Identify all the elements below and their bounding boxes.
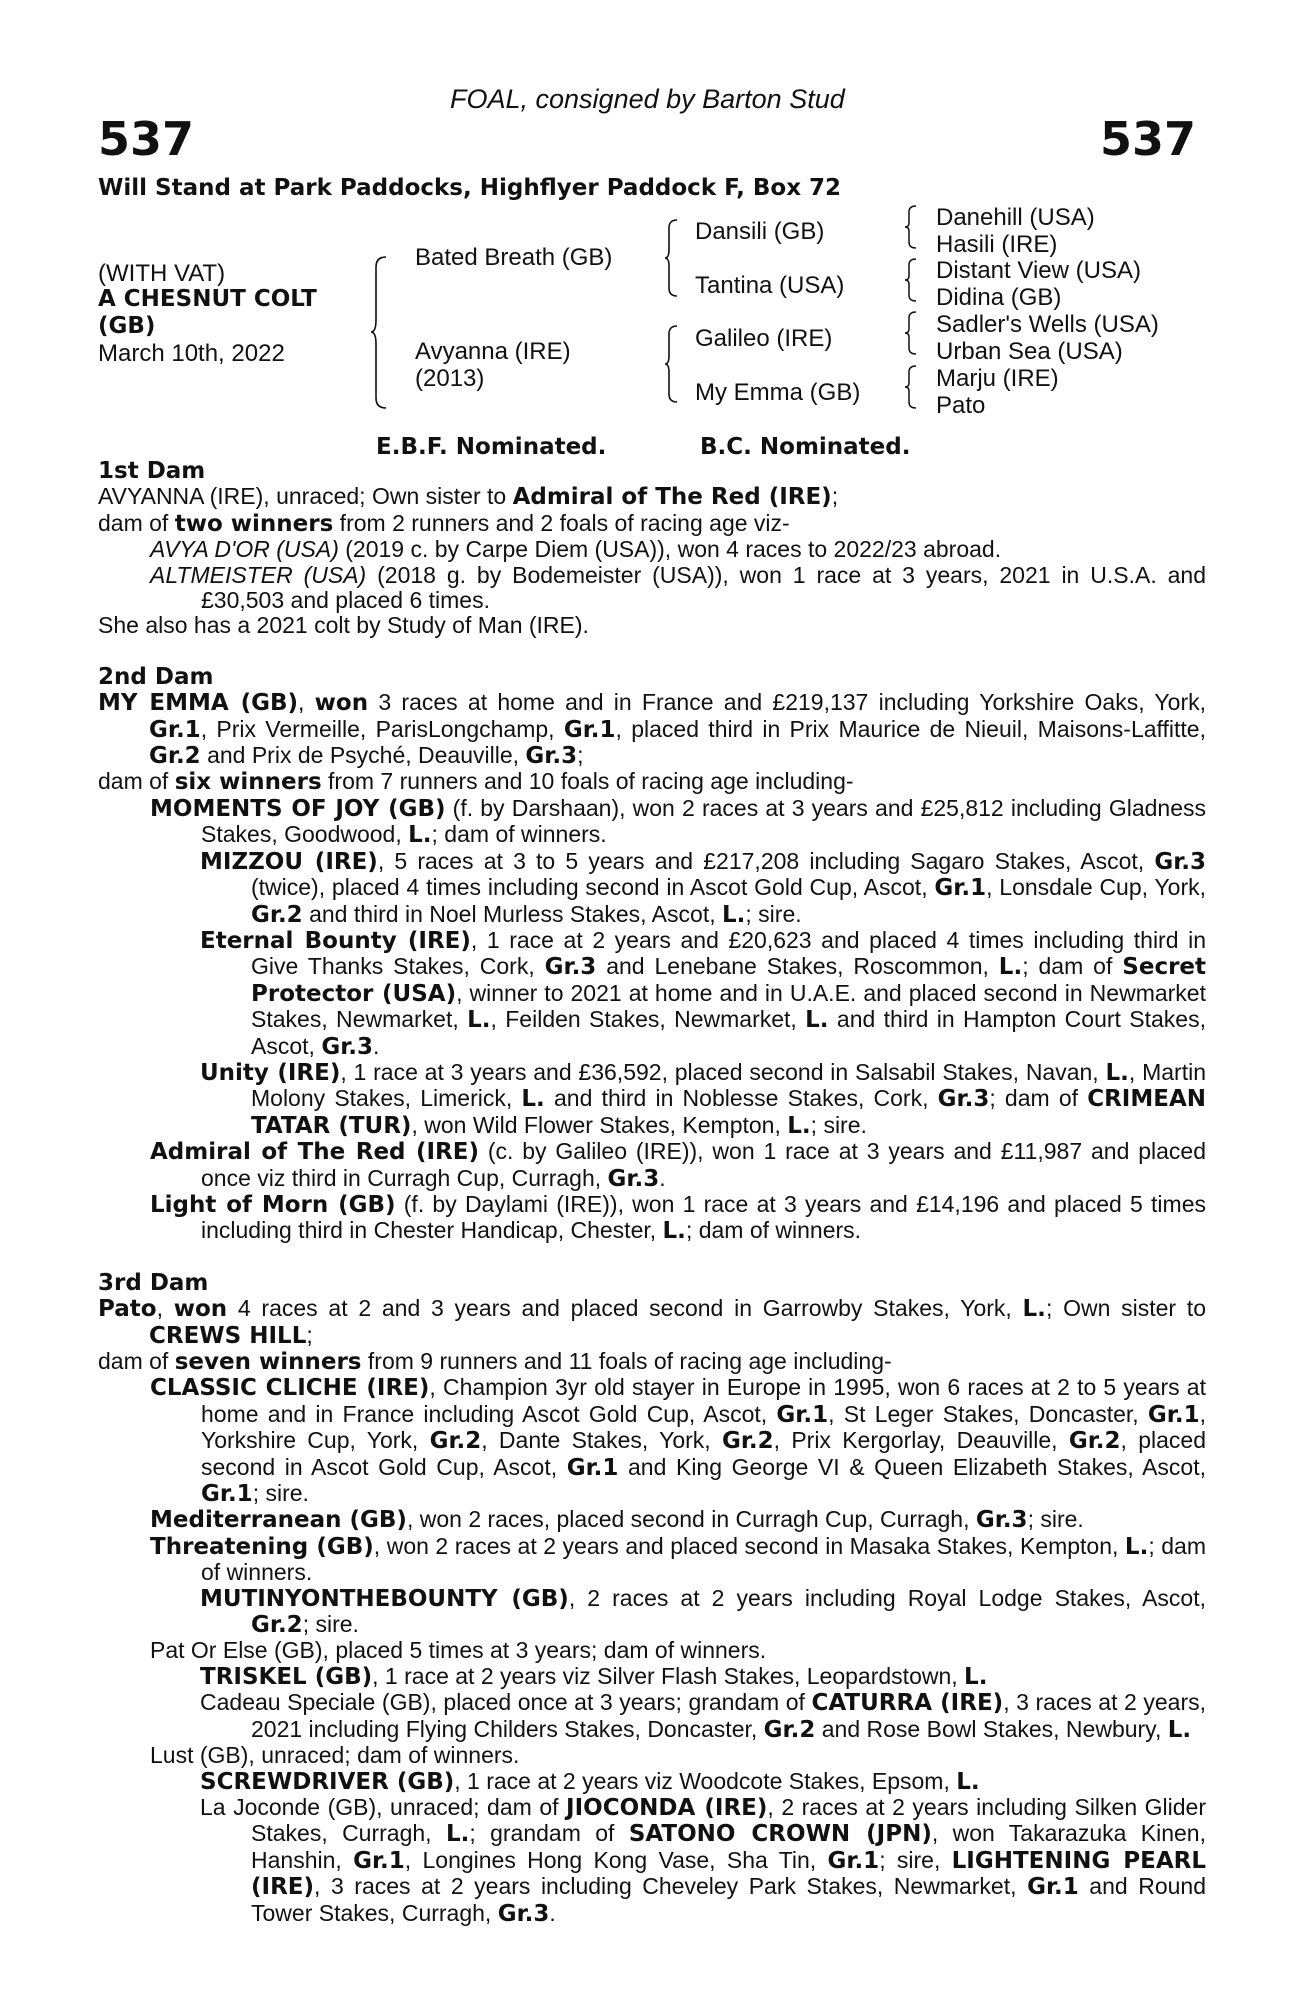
pedigree-brace-dd xyxy=(904,364,918,410)
pedigree-sdd: Didina (GB) xyxy=(936,284,1062,311)
text-run: ; dam of xyxy=(989,1085,1088,1112)
bold-run: Gr.3 xyxy=(975,1507,1028,1534)
text-run: , xyxy=(156,1295,174,1322)
bold-run: JIOCONDA (IRE) xyxy=(566,1794,768,1821)
horse-origin: (GB) xyxy=(98,313,156,339)
dam-section-heading xyxy=(98,1270,1206,1296)
bold-run: Gr.1 xyxy=(201,1481,253,1508)
bold-run: Gr.2 xyxy=(149,743,201,770)
text-run: ; xyxy=(831,483,839,510)
text-run: from 7 runners and 10 foals of racing age including- xyxy=(321,768,854,795)
heading-text: 2nd Dam xyxy=(98,663,214,690)
bold-run: won xyxy=(173,1296,228,1323)
text-run: , 3 races at 2 years, 2021 including Flying Childers Stakes, Doncaster, xyxy=(251,1689,1206,1742)
bold-run: L. xyxy=(998,954,1023,981)
text-run: AVYANNA (IRE), unraced; Own sister to xyxy=(98,483,513,510)
record-paragraph xyxy=(98,613,1206,638)
bold-run: CATURRA (IRE) xyxy=(811,1690,1004,1717)
text-run: She also has a 2021 colt by Study of Man (IRE). xyxy=(98,612,589,639)
pedigree-ddd: Pato xyxy=(936,392,986,419)
bold-run: L. xyxy=(662,1218,686,1245)
bold-run: Secret Protector (USA) xyxy=(251,954,1207,1007)
pedigree-ssd: Hasili (IRE) xyxy=(936,231,1058,258)
text-run: , Feilden Stakes, Newmarket, xyxy=(490,1006,806,1033)
text-run: 4 races at 2 and 3 years and placed second in Garrowby Stakes, York, xyxy=(227,1295,1023,1322)
text-run: . xyxy=(549,1899,556,1926)
text-run: , won 2 races at 2 years and placed second in Masaka Stakes, Kempton, xyxy=(373,1532,1125,1559)
bold-run: Light of Morn (GB) xyxy=(150,1191,396,1218)
bold-run: Gr.1 xyxy=(563,716,616,743)
text-run: dam of xyxy=(98,509,175,536)
text-run: ; dam of winners. xyxy=(685,1217,862,1244)
bold-run: L. xyxy=(964,1663,988,1690)
text-run: Cadeau Speciale (GB), placed once at 3 years; grandam of xyxy=(200,1689,812,1716)
bold-run: Gr.1 xyxy=(776,1401,829,1428)
record-paragraph xyxy=(98,1507,1206,1533)
text-run: 3 races at home and in France and £219,137 including Yorkshire Oaks, York, xyxy=(368,689,1206,716)
bold-run: seven winners xyxy=(174,1349,362,1375)
record-paragraph xyxy=(98,1795,1206,1927)
vat-note: (WITH VAT) xyxy=(98,260,226,287)
text-run: , 1 race at 2 years and £20,623 and placed 4 times including third in Give Thanks Stakes, Cork, xyxy=(251,926,1206,980)
record-paragraph xyxy=(98,796,1206,849)
bold-run: L. xyxy=(408,822,432,849)
bold-run: Eternal Bounty (IRE) xyxy=(200,927,471,954)
pedigree-brace-dam xyxy=(664,324,680,404)
bold-run: L. xyxy=(1124,1533,1149,1560)
bold-run: Gr.2 xyxy=(721,1428,774,1455)
text-run: ; xyxy=(306,1321,313,1348)
pedigree-dam: Avyanna (IRE) xyxy=(415,338,571,365)
pedigree-brace-ss xyxy=(904,204,918,250)
bold-run: Mediterranean (GB) xyxy=(150,1507,407,1534)
text-run: (2018 g. by Bodemeister (USA)), won 1 race at 3 years, 2021 in U.S.A. and £30,503 and placed 6 times. xyxy=(201,561,1206,614)
text-run: and Round Tower Stakes, Curragh, xyxy=(251,1873,1206,1926)
text-run: , won Wild Flower Stakes, Kempton, xyxy=(411,1111,788,1138)
bold-run: Gr.3 xyxy=(937,1086,990,1113)
bold-run: L. xyxy=(1167,1716,1192,1743)
text-run: , 2 races at 2 years including Silken Glider Stakes, Curragh, xyxy=(251,1793,1206,1847)
bold-run: Gr.3 xyxy=(497,1900,550,1927)
record-paragraph xyxy=(98,1060,1206,1139)
bold-run: Gr.3 xyxy=(525,743,578,770)
text-run: and third in Hampton Court Stakes, Ascot, xyxy=(251,1006,1206,1059)
record-paragraph xyxy=(98,1534,1206,1586)
bold-run: Unity (IRE) xyxy=(200,1059,341,1086)
pedigree-brace-ds xyxy=(904,310,918,356)
bold-run: Gr.2 xyxy=(251,901,303,928)
bold-run: Gr.3 xyxy=(321,1033,373,1060)
text-run: and Lenebane Stakes, Roscommon, xyxy=(596,953,999,980)
record-paragraph xyxy=(98,484,1206,510)
pedigree-dam-year: (2013) xyxy=(415,365,485,392)
text-run: , xyxy=(298,689,315,716)
bold-run: Gr.2 xyxy=(763,1716,816,1743)
text-run: , placed third in Prix Maurice de Nieuil, Maisons-Laffitte, xyxy=(615,715,1206,742)
text-run: ; xyxy=(577,742,584,769)
text-run: , 1 race at 2 years viz Woodcote Stakes, Epsom, xyxy=(454,1767,957,1794)
bold-run: MIZZOU (IRE) xyxy=(200,848,378,875)
bold-run: L. xyxy=(956,1768,980,1795)
record-paragraph xyxy=(98,1192,1206,1245)
bold-run: two winners xyxy=(174,510,334,537)
bold-run: MUTINYONTHEBOUNTY (GB) xyxy=(200,1585,569,1612)
section-gap xyxy=(98,1245,1206,1270)
bold-run: MOMENTS OF JOY (GB) xyxy=(150,795,446,822)
text-run: ; Own sister to xyxy=(1045,1295,1206,1322)
record-paragraph xyxy=(98,1638,1206,1663)
text-run: , 1 race at 2 years viz Silver Flash Stakes, Leopardstown, xyxy=(372,1662,965,1689)
italic-run: ALTMEISTER (USA) xyxy=(150,561,367,588)
bold-run: CREWS HILL xyxy=(149,1322,307,1349)
bold-run: L. xyxy=(1105,1059,1129,1086)
bold-run: Threatening (GB) xyxy=(150,1533,374,1560)
text-run: (twice), placed 4 times including second in Ascot Gold Cup, Ascot, xyxy=(251,874,935,901)
record-paragraph xyxy=(98,849,1206,928)
record-paragraph xyxy=(98,690,1206,769)
text-run: ; grandam of xyxy=(469,1820,629,1847)
pedigree-brace-sd xyxy=(904,257,918,303)
bold-run: L. xyxy=(467,1007,491,1034)
text-run: dam of xyxy=(98,1348,175,1374)
text-run: and third in Noel Murless Stakes, Ascot, xyxy=(302,900,722,927)
record-paragraph xyxy=(98,1743,1206,1768)
bold-run: six winners xyxy=(174,769,322,796)
text-run: , winner to 2021 at home and in U.A.E. and placed second in Newmarket Stakes, Newmarket, xyxy=(251,979,1206,1033)
bold-run: Gr.1 xyxy=(353,1847,405,1874)
pedigree-dds: Marju (IRE) xyxy=(936,365,1059,392)
text-run: , Yorkshire Cup, York, xyxy=(201,1400,1206,1454)
lot-number-right: 537 xyxy=(1099,112,1196,166)
bold-run: Gr.1 xyxy=(827,1847,880,1874)
bold-run: Gr.3 xyxy=(1154,848,1206,875)
text-run: , Champion 3yr old stayer in Europe in 1995, won 6 races at 2 to 5 years at home and in France including Ascot Gold Cup, Ascot, xyxy=(201,1374,1206,1427)
pedigree-sss: Danehill (USA) xyxy=(936,204,1095,231)
bold-run: Gr.1 xyxy=(566,1454,619,1481)
text-run: ; dam of winners. xyxy=(431,821,607,848)
text-run: (f. by Daylami (IRE)), won 1 race at 3 years and £14,196 and placed 5 times including third in Chester Handicap, Chester, xyxy=(201,1190,1206,1244)
pedigree-dam-sire: Galileo (IRE) xyxy=(695,325,833,352)
text-run: (2019 c. by Carpe Diem (USA)), won 4 races to 2022/23 abroad. xyxy=(338,536,1002,563)
text-run: , Prix Vermeille, ParisLongchamp, xyxy=(200,715,564,742)
record-paragraph xyxy=(98,1769,1206,1795)
record-paragraph xyxy=(98,563,1206,614)
text-run: (c. by Galileo (IRE)), won 1 race at 3 years and £11,987 and placed once viz third in Curragh Cup, Curragh, xyxy=(201,1138,1206,1191)
record-paragraph xyxy=(98,1375,1206,1507)
bold-run: Pato xyxy=(98,1296,157,1323)
record-paragraph xyxy=(98,1690,1206,1743)
dam-records xyxy=(98,458,1206,1927)
text-run: and third in Noblesse Stakes, Cork, xyxy=(544,1085,938,1112)
text-run: ; dam of xyxy=(1022,953,1123,980)
bold-run: SCREWDRIVER (GB) xyxy=(200,1768,455,1795)
dam-section-heading xyxy=(98,458,1206,484)
horse-dob: March 10th, 2022 xyxy=(98,340,285,367)
text-run: ; sire. xyxy=(1027,1506,1084,1533)
text-run: La Joconde (GB), unraced; dam of xyxy=(200,1793,567,1820)
text-run: ; sire. xyxy=(810,1111,867,1138)
bold-run: CLASSIC CLICHE (IRE) xyxy=(150,1375,430,1402)
pedigree-sire-dam: Tantina (USA) xyxy=(695,272,845,299)
dam-section-heading xyxy=(98,664,1206,690)
text-run: , St Leger Stakes, Doncaster, xyxy=(828,1400,1148,1427)
pedigree-brace-main xyxy=(370,255,390,410)
bold-run: Gr.2 xyxy=(1068,1428,1121,1455)
text-run: , Longines Hong Kong Vase, Sha Tin, xyxy=(404,1846,828,1873)
text-run: and Rose Bowl Stakes, Newbury, xyxy=(815,1715,1168,1742)
text-run: , 5 races at 3 to 5 years and £217,208 including Sagaro Stakes, Ascot, xyxy=(377,847,1155,874)
stand-location: Will Stand at Park Paddocks, Highflyer Paddock F, Box 72 xyxy=(98,175,842,201)
bold-run: L. xyxy=(1022,1296,1046,1323)
consignor-line: FOAL, consigned by Barton Stud xyxy=(450,84,845,114)
record-paragraph xyxy=(98,1664,1206,1690)
heading-text: 1st Dam xyxy=(98,458,206,484)
text-run: from 2 runners and 2 foals of racing age viz- xyxy=(333,509,790,536)
text-run: ; dam of winners. xyxy=(201,1532,1206,1586)
bold-run: Admiral of The Red (IRE) xyxy=(150,1139,479,1166)
bold-run: Gr.1 xyxy=(1027,1874,1079,1901)
bold-run: MY EMMA (GB) xyxy=(98,690,299,717)
text-run: ; sire. xyxy=(745,900,802,927)
pedigree-dss: Sadler's Wells (USA) xyxy=(936,311,1159,338)
text-run: , 2 races at 2 years including Royal Lodge Stakes, Ascot, xyxy=(568,1584,1206,1611)
bold-run: SATONO CROWN (JPN) xyxy=(628,1821,932,1848)
text-run: , Prix Kergorlay, Deauville, xyxy=(773,1427,1069,1454)
text-run: , Lonsdale Cup, York, xyxy=(986,874,1206,901)
bc-nomination: B.C. Nominated. xyxy=(700,434,911,460)
text-run: and Prix de Psyché, Deauville, xyxy=(200,742,526,769)
bold-run: TRISKEL (GB) xyxy=(200,1663,373,1690)
bold-run: LIGHTENING PEARL (IRE) xyxy=(251,1847,1206,1901)
text-run: , 1 race at 3 years and £36,592, placed second in Salsabil Stakes, Navan, xyxy=(340,1058,1106,1085)
record-paragraph xyxy=(98,1349,1206,1375)
horse-name: A CHESNUT COLT xyxy=(98,286,317,312)
pedigree-dam-dam: My Emma (GB) xyxy=(695,379,861,406)
bold-run: L. xyxy=(787,1112,811,1139)
bold-run: L. xyxy=(521,1086,545,1113)
bold-run: L. xyxy=(805,1007,829,1034)
text-run: and King George VI & Queen Elizabeth Stakes, Ascot, xyxy=(618,1453,1206,1480)
record-paragraph xyxy=(98,537,1206,562)
record-paragraph xyxy=(98,769,1206,795)
record-paragraph xyxy=(98,1586,1206,1639)
text-run: , placed second in Ascot Gold Cup, Ascot, xyxy=(201,1427,1206,1480)
pedigree-sire: Bated Breath (GB) xyxy=(415,244,613,271)
bold-run: L. xyxy=(722,901,746,928)
ebf-nomination: E.B.F. Nominated. xyxy=(376,434,607,460)
pedigree-brace-sire xyxy=(664,218,680,298)
bold-run: Gr.3 xyxy=(607,1165,660,1192)
bold-run: CRIMEAN TATAR (TUR) xyxy=(251,1086,1207,1139)
heading-text: 3rd Dam xyxy=(98,1269,209,1296)
text-run: , Dante Stakes, York, xyxy=(481,1427,722,1454)
text-run: (f. by Darshaan), won 2 races at 3 years and £25,812 including Gladness Stakes, Goodwood, xyxy=(201,794,1206,848)
bold-run: Gr.2 xyxy=(251,1612,303,1639)
text-run: from 9 runners and 11 foals of racing age including- xyxy=(361,1348,892,1374)
text-run: , won Takarazuka Kinen, Hanshin, xyxy=(251,1820,1206,1873)
text-run: , Martin Molony Stakes, Limerick, xyxy=(251,1058,1206,1112)
italic-run: AVYA D'OR (USA) xyxy=(150,536,339,563)
section-gap xyxy=(98,639,1206,664)
record-paragraph xyxy=(98,1296,1206,1349)
text-run: . xyxy=(373,1032,380,1059)
text-run: , won 2 races, placed second in Curragh Cup, Curragh, xyxy=(406,1506,976,1533)
text-run: ; sire, xyxy=(879,1846,952,1873)
bold-run: Gr.1 xyxy=(1147,1401,1200,1428)
text-run: dam of xyxy=(98,768,175,795)
text-run: . xyxy=(659,1164,666,1191)
record-paragraph xyxy=(98,1139,1206,1192)
text-run: ; sire. xyxy=(252,1480,309,1507)
bold-run: Gr.2 xyxy=(429,1428,482,1455)
text-run: ; sire. xyxy=(302,1611,359,1638)
bold-run: L. xyxy=(445,1821,470,1848)
bold-run: Gr.1 xyxy=(934,875,987,902)
text-run: Pat Or Else (GB), placed 5 times at 3 years; dam of winners. xyxy=(150,1637,767,1664)
record-paragraph xyxy=(98,928,1206,1060)
pedigree-sds: Distant View (USA) xyxy=(936,257,1141,284)
text-run: Lust (GB), unraced; dam of winners. xyxy=(150,1742,520,1769)
bold-run: Gr.1 xyxy=(149,716,201,743)
pedigree-dsd: Urban Sea (USA) xyxy=(936,338,1123,365)
record-paragraph xyxy=(98,511,1206,537)
bold-run: Gr.3 xyxy=(544,954,597,981)
bold-run: won xyxy=(314,690,369,717)
bold-run: Admiral of The Red (IRE) xyxy=(512,484,832,511)
lot-number-left: 537 xyxy=(98,112,195,166)
text-run: , 3 races at 2 years including Cheveley Park Stakes, Newmarket, xyxy=(314,1873,1028,1900)
pedigree-sire-sire: Dansili (GB) xyxy=(695,218,825,245)
